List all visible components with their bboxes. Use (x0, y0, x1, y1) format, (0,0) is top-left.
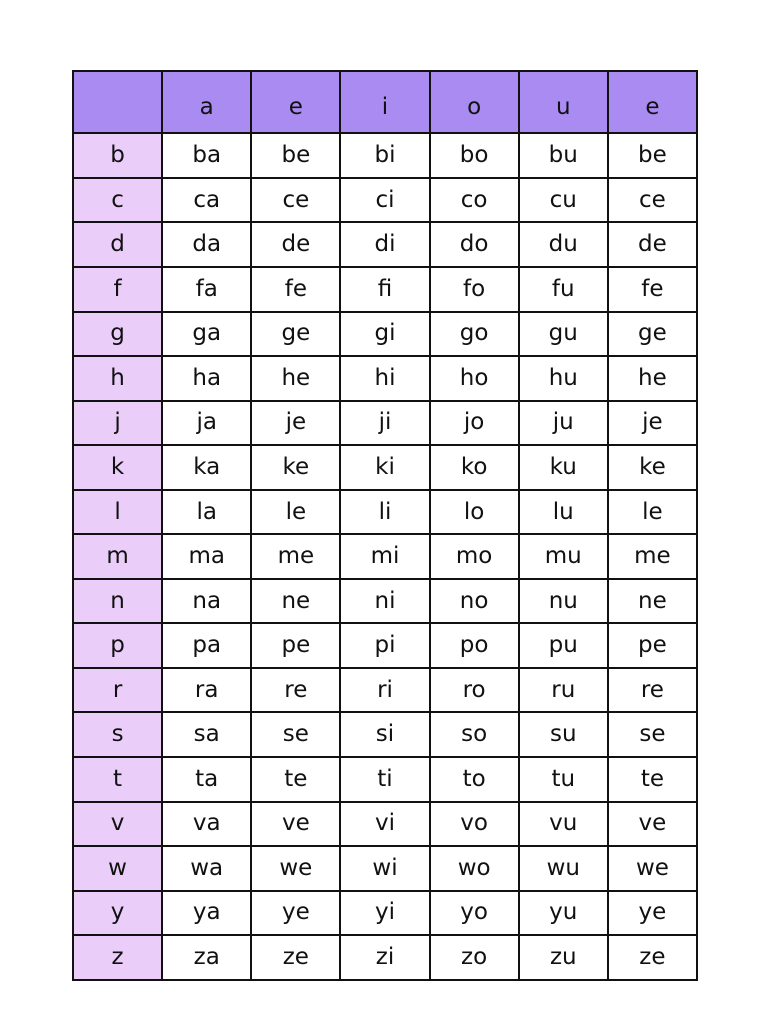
syllable-cell: ta (162, 757, 251, 802)
syllable-cell: si (340, 712, 429, 757)
syllable-cell: go (430, 312, 519, 357)
consonant-label-cell: c (73, 178, 162, 223)
syllable-cell: fu (519, 267, 608, 312)
syllable-cell: ro (430, 668, 519, 713)
syllable-cell: ze (251, 935, 340, 980)
syllable-cell: fi (340, 267, 429, 312)
syllable-cell: ge (251, 312, 340, 357)
consonant-label-cell: y (73, 891, 162, 936)
syllable-cell: zo (430, 935, 519, 980)
syllable-cell: ra (162, 668, 251, 713)
syllable-cell: so (430, 712, 519, 757)
consonant-label-cell: t (73, 757, 162, 802)
syllable-cell: da (162, 222, 251, 267)
syllable-cell: za (162, 935, 251, 980)
syllable-row (73, 133, 697, 178)
consonant-label-cell: s (73, 712, 162, 757)
syllable-cell: bi (340, 133, 429, 178)
syllable-cell: lu (519, 490, 608, 535)
consonant-label-cell: f (73, 267, 162, 312)
consonant-label-cell: r (73, 668, 162, 713)
syllable-cell: de (608, 222, 697, 267)
syllable-cell: du (519, 222, 608, 267)
syllable-cell: ma (162, 534, 251, 579)
syllable-cell: vi (340, 802, 429, 847)
syllable-row (73, 401, 697, 446)
syllable-cell: to (430, 757, 519, 802)
syllable-cell: ca (162, 178, 251, 223)
syllable-cell: fe (251, 267, 340, 312)
syllable-row (73, 312, 697, 357)
vowel-header-cell: e (608, 71, 697, 133)
syllable-cell: po (430, 623, 519, 668)
syllable-cell: ce (608, 178, 697, 223)
syllable-row (73, 579, 697, 624)
syllable-cell: wi (340, 846, 429, 891)
syllable-cell: vu (519, 802, 608, 847)
syllable-cell: ni (340, 579, 429, 624)
syllable-cell: no (430, 579, 519, 624)
syllable-cell: nu (519, 579, 608, 624)
syllable-cell: zi (340, 935, 429, 980)
syllable-cell: zu (519, 935, 608, 980)
syllable-cell: ze (608, 935, 697, 980)
syllable-row (73, 891, 697, 936)
syllable-cell: re (608, 668, 697, 713)
syllable-cell: we (251, 846, 340, 891)
syllable-row (73, 846, 697, 891)
syllable-row (73, 712, 697, 757)
syllable-cell: na (162, 579, 251, 624)
syllable-cell: ga (162, 312, 251, 357)
syllable-row (73, 445, 697, 490)
consonant-label-cell: l (73, 490, 162, 535)
syllable-cell: te (608, 757, 697, 802)
vowel-header-cell: o (430, 71, 519, 133)
syllable-cell: ru (519, 668, 608, 713)
syllable-cell: ce (251, 178, 340, 223)
consonant-label-cell: v (73, 802, 162, 847)
vowel-header-cell: i (340, 71, 429, 133)
syllable-cell: mi (340, 534, 429, 579)
syllable-cell: ja (162, 401, 251, 446)
syllable-cell: li (340, 490, 429, 535)
syllable-row (73, 935, 697, 980)
syllable-cell: ji (340, 401, 429, 446)
syllable-cell: fa (162, 267, 251, 312)
syllable-cell: lo (430, 490, 519, 535)
consonant-label-cell: p (73, 623, 162, 668)
syllable-cell: ve (251, 802, 340, 847)
syllable-cell: pe (251, 623, 340, 668)
syllable-cell: ve (608, 802, 697, 847)
syllable-cell: hi (340, 356, 429, 401)
syllable-cell: je (608, 401, 697, 446)
syllable-cell: ho (430, 356, 519, 401)
vowel-header-cell: a (162, 71, 251, 133)
syllable-cell: bu (519, 133, 608, 178)
syllable-cell: sa (162, 712, 251, 757)
syllable-cell: wa (162, 846, 251, 891)
syllable-cell: ne (608, 579, 697, 624)
consonant-label-cell: w (73, 846, 162, 891)
syllable-cell: ba (162, 133, 251, 178)
consonant-label-cell: j (73, 401, 162, 446)
syllable-cell: le (251, 490, 340, 535)
syllable-table (72, 70, 698, 981)
syllable-cell: ti (340, 757, 429, 802)
syllable-cell: ke (251, 445, 340, 490)
syllable-cell: ne (251, 579, 340, 624)
syllable-cell: va (162, 802, 251, 847)
syllable-cell: be (608, 133, 697, 178)
syllable-cell: ye (608, 891, 697, 936)
syllable-cell: pa (162, 623, 251, 668)
syllable-cell: vo (430, 802, 519, 847)
syllable-row (73, 178, 697, 223)
syllable-cell: te (251, 757, 340, 802)
syllable-cell: mo (430, 534, 519, 579)
consonant-label-cell: z (73, 935, 162, 980)
syllable-cell: ri (340, 668, 429, 713)
syllable-cell: tu (519, 757, 608, 802)
syllable-row (73, 757, 697, 802)
syllable-row (73, 802, 697, 847)
syllable-cell: fe (608, 267, 697, 312)
syllable-cell: hu (519, 356, 608, 401)
consonant-label-cell: g (73, 312, 162, 357)
syllable-cell: ku (519, 445, 608, 490)
syllable-cell: me (251, 534, 340, 579)
syllable-cell: ke (608, 445, 697, 490)
syllable-cell: me (608, 534, 697, 579)
vowel-header-cell: u (519, 71, 608, 133)
syllable-row (73, 356, 697, 401)
syllable-cell: wo (430, 846, 519, 891)
syllable-cell: ci (340, 178, 429, 223)
syllable-row (73, 222, 697, 267)
consonant-label-cell: n (73, 579, 162, 624)
syllable-row (73, 534, 697, 579)
header-row (73, 71, 697, 133)
syllable-cell: ha (162, 356, 251, 401)
syllable-row (73, 623, 697, 668)
consonant-label-cell: h (73, 356, 162, 401)
corner-cell (73, 71, 162, 133)
vowel-header-cell: e (251, 71, 340, 133)
syllable-cell: ki (340, 445, 429, 490)
syllable-cell: pi (340, 623, 429, 668)
syllable-cell: le (608, 490, 697, 535)
syllable-cell: ko (430, 445, 519, 490)
consonant-label-cell: d (73, 222, 162, 267)
syllable-row (73, 668, 697, 713)
consonant-label-cell: k (73, 445, 162, 490)
syllable-cell: bo (430, 133, 519, 178)
syllable-cell: wu (519, 846, 608, 891)
syllable-cell: he (251, 356, 340, 401)
syllable-cell: we (608, 846, 697, 891)
syllable-cell: jo (430, 401, 519, 446)
syllable-row (73, 490, 697, 535)
syllable-cell: pu (519, 623, 608, 668)
syllable-cell: se (251, 712, 340, 757)
syllable-cell: do (430, 222, 519, 267)
syllable-cell: mu (519, 534, 608, 579)
syllable-cell: he (608, 356, 697, 401)
syllable-cell: se (608, 712, 697, 757)
syllable-cell: co (430, 178, 519, 223)
syllable-cell: fo (430, 267, 519, 312)
syllable-cell: ye (251, 891, 340, 936)
syllable-cell: ya (162, 891, 251, 936)
syllable-cell: di (340, 222, 429, 267)
consonant-label-cell: m (73, 534, 162, 579)
syllable-cell: ju (519, 401, 608, 446)
syllable-cell: su (519, 712, 608, 757)
syllable-cell: la (162, 490, 251, 535)
syllable-cell: gi (340, 312, 429, 357)
syllable-cell: ge (608, 312, 697, 357)
syllable-table-body (73, 71, 697, 980)
syllable-row (73, 267, 697, 312)
syllable-cell: re (251, 668, 340, 713)
syllable-cell: je (251, 401, 340, 446)
syllable-cell: gu (519, 312, 608, 357)
syllable-cell: yi (340, 891, 429, 936)
syllable-cell: yu (519, 891, 608, 936)
syllable-cell: ka (162, 445, 251, 490)
syllable-cell: cu (519, 178, 608, 223)
syllable-cell: pe (608, 623, 697, 668)
consonant-label-cell: b (73, 133, 162, 178)
syllable-cell: de (251, 222, 340, 267)
syllable-cell: yo (430, 891, 519, 936)
syllable-cell: be (251, 133, 340, 178)
